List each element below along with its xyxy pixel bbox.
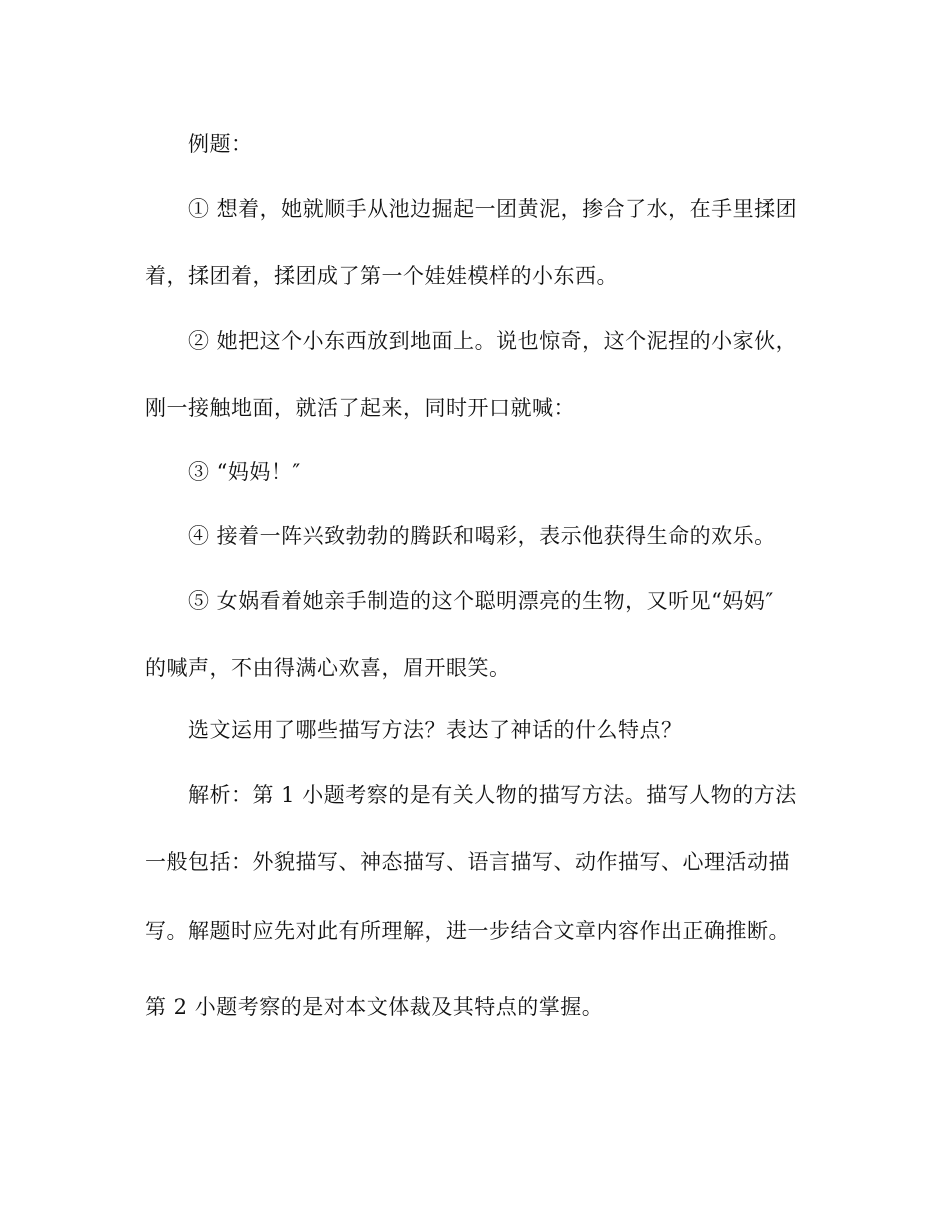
paragraph-1-line-2: 着，揉团着，揉团成了第一个娃娃模样的小东西。 <box>145 264 618 288</box>
paragraph-5-line-2: 的喊声，不由得满心欢喜，眉开眼笑。 <box>145 656 511 680</box>
paragraph-2-line-1: ② 她把这个小东西放到地面上。说也惊奇，这个泥捏的小家伙， <box>188 329 798 353</box>
paragraph-4-line-1: ④ 接着一阵兴致勃勃的腾跃和喝彩，表示他获得生命的欢乐。 <box>188 524 776 548</box>
paragraph-3-line-1: ③ “妈妈！″ <box>188 460 301 484</box>
analysis-line-1: 解析：第 1 小题考察的是有关人物的描写方法。描写人物的方法 <box>188 783 797 807</box>
example-heading: 例题： <box>188 132 253 156</box>
analysis-line-3: 写。解题时应先对此有所理解，进一步结合文章内容作出正确推断。 <box>145 919 790 943</box>
analysis-line-2: 一般包括：外貌描写、神态描写、语言描写、动作描写、心理活动描 <box>145 850 790 874</box>
analysis-line-4: 第 2 小题考察的是对本文体裁及其特点的掌握。 <box>145 995 604 1019</box>
question-text: 选文运用了哪些描写方法？表达了神话的什么特点？ <box>188 718 683 742</box>
paragraph-5-line-1: ⑤ 女娲看着她亲手制造的这个聪明漂亮的生物，又听见“妈妈″ <box>188 589 774 613</box>
paragraph-1-line-1: ① 想着，她就顺手从池边掘起一团黄泥，掺合了水，在手里揉团 <box>188 197 798 221</box>
paragraph-2-line-2: 刚一接触地面，就活了起来，同时开口就喊： <box>145 396 575 420</box>
